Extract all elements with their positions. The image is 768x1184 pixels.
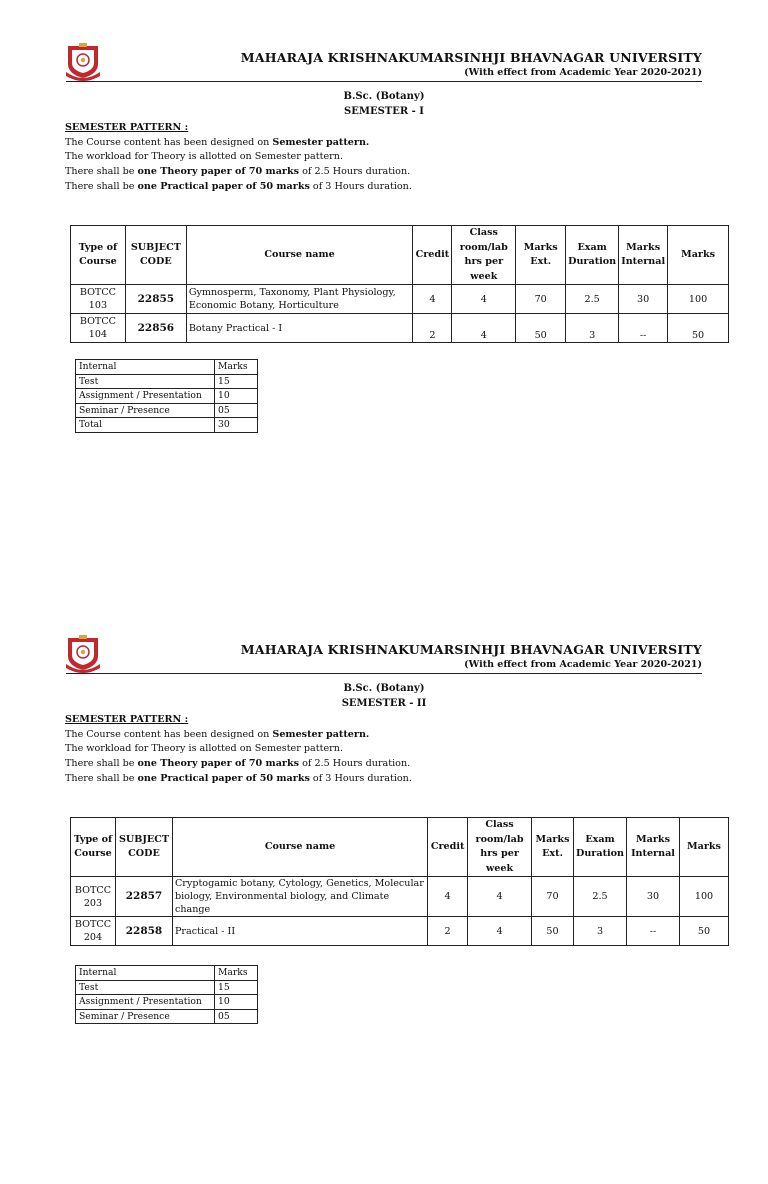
header-divider (66, 81, 702, 82)
course-table (70, 225, 729, 343)
university-seal-icon (64, 42, 102, 82)
pattern-bold-text: one Practical paper of 50 marks (137, 772, 310, 784)
table-row (71, 877, 729, 917)
table-row (76, 418, 258, 433)
header-marks-ext: Marks Ext. (532, 818, 574, 877)
internal-item: Assignment / Presentation (76, 389, 215, 404)
pattern-line (65, 757, 412, 772)
cell-code: 22858 (115, 917, 172, 946)
cell-credit: 4 (413, 285, 452, 314)
table-row (76, 403, 258, 418)
internal-value: 15 (215, 374, 258, 389)
internal-marks-table (75, 965, 258, 1024)
internal-value: 30 (215, 418, 258, 433)
header-marks-internal: Marks Internal (619, 226, 668, 285)
table-header-row (71, 818, 729, 877)
header-marks: Marks (680, 818, 729, 877)
cell-marks-ext: 70 (532, 877, 574, 917)
pattern-text: of 2.5 Hours duration. (299, 166, 411, 178)
pattern-bold-text: Semester pattern. (272, 728, 370, 740)
pattern-text: The Course content has been designed on (65, 728, 273, 740)
marks-header: Marks (215, 360, 258, 375)
pattern-bold-text: one Theory paper of 70 marks (137, 758, 300, 770)
header-hours: Class room/lab hrs per week (468, 818, 532, 877)
internal-value: 10 (215, 995, 258, 1010)
cell-marks-internal: -- (627, 917, 680, 946)
table-row (76, 980, 258, 995)
effective-year: (With effect from Academic Year 2020-2021) (464, 67, 702, 78)
pattern-text: of 3 Hours duration. (309, 772, 412, 784)
university-seal-icon (64, 634, 102, 674)
table-row (76, 1009, 258, 1024)
table-row (76, 966, 258, 981)
table-row (71, 917, 729, 946)
course-table (70, 817, 729, 946)
header-course-name: Course name (172, 818, 427, 877)
cell-exam-duration: 3 (566, 314, 619, 343)
cell-type: BOTCC 203 (71, 877, 116, 917)
pattern-heading: SEMESTER PATTERN : (65, 122, 189, 133)
cell-type: BOTCC 104 (71, 314, 126, 343)
program-title: B.Sc. (Botany) (343, 91, 425, 102)
cell-marks: 100 (668, 285, 729, 314)
program-title: B.Sc. (Botany) (343, 683, 425, 694)
semester-pattern-section (65, 713, 412, 787)
internal-header: Internal (76, 966, 215, 981)
cell-course-name: Practical - II (172, 917, 427, 946)
internal-item: Test (76, 980, 215, 995)
pattern-line (65, 772, 412, 787)
pattern-line: The workload for Theory is allotted on Semester pattern. (65, 151, 343, 163)
cell-marks-internal: -- (619, 314, 668, 343)
cell-marks-ext: 50 (516, 314, 566, 343)
cell-marks-ext: 70 (516, 285, 566, 314)
cell-hours: 4 (452, 314, 516, 343)
internal-header: Internal (76, 360, 215, 375)
cell-type: BOTCC 204 (71, 917, 116, 946)
header-marks: Marks (668, 226, 729, 285)
pattern-text: of 3 Hours duration. (309, 180, 412, 192)
cell-course-name: Cryptogamic botany, Cytology, Genetics, Molecular biology, Environmental biology, and Climate change (172, 877, 427, 917)
pattern-line (65, 728, 412, 743)
cell-course-name: Gymnosperm, Taxonomy, Plant Physiology, Economic Botany, Horticulture (186, 285, 413, 314)
table-row (76, 389, 258, 404)
table-row (71, 285, 729, 314)
cell-marks-internal: 30 (619, 285, 668, 314)
semester-pattern-section (65, 121, 412, 195)
internal-item: Assignment / Presentation (76, 995, 215, 1010)
internal-value: 05 (215, 1009, 258, 1024)
internal-marks-table (75, 359, 258, 433)
pattern-text: There shall be (65, 180, 138, 192)
header-credit: Credit (413, 226, 452, 285)
document-page-2 (0, 592, 768, 1184)
cell-code: 22856 (125, 314, 186, 343)
internal-item: Seminar / Presence (76, 403, 215, 418)
cell-code: 22855 (125, 285, 186, 314)
effective-year: (With effect from Academic Year 2020-2021) (464, 659, 702, 670)
cell-hours: 4 (452, 285, 516, 314)
internal-item: Total (76, 418, 215, 433)
table-header-row (71, 226, 729, 285)
cell-code: 22857 (115, 877, 172, 917)
cell-exam-duration: 2.5 (566, 285, 619, 314)
header-type: Type of Course (71, 818, 116, 877)
pattern-heading: SEMESTER PATTERN : (65, 714, 189, 725)
table-row (71, 314, 729, 343)
semester-title: SEMESTER - II (341, 698, 427, 709)
table-row (76, 995, 258, 1010)
internal-value: 05 (215, 403, 258, 418)
header-exam-duration: Exam Duration (566, 226, 619, 285)
pattern-line (65, 136, 412, 151)
cell-marks: 50 (668, 314, 729, 343)
internal-item: Test (76, 374, 215, 389)
cell-course-name: Botany Practical - I (186, 314, 413, 343)
pattern-text: of 2.5 Hours duration. (299, 758, 411, 770)
cell-exam-duration: 2.5 (574, 877, 627, 917)
table-row (76, 374, 258, 389)
cell-type: BOTCC 103 (71, 285, 126, 314)
internal-item: Seminar / Presence (76, 1009, 215, 1024)
cell-marks: 50 (680, 917, 729, 946)
cell-credit: 2 (413, 314, 452, 343)
cell-hours: 4 (468, 877, 532, 917)
university-name: MAHARAJA KRISHNAKUMARSINHJI BHAVNAGAR UNIVERSITY (240, 50, 702, 65)
internal-value: 15 (215, 980, 258, 995)
cell-marks-ext: 50 (532, 917, 574, 946)
cell-marks-internal: 30 (627, 877, 680, 917)
pattern-text: There shall be (65, 772, 138, 784)
cell-hours: 4 (468, 917, 532, 946)
header-hours: Class room/lab hrs per week (452, 226, 516, 285)
university-name: MAHARAJA KRISHNAKUMARSINHJI BHAVNAGAR UNIVERSITY (240, 642, 702, 657)
internal-value: 10 (215, 389, 258, 404)
header-course-name: Course name (186, 226, 413, 285)
pattern-line (65, 165, 412, 180)
pattern-text: There shall be (65, 166, 138, 178)
header-marks-internal: Marks Internal (627, 818, 680, 877)
header-code: SUBJECT CODE (125, 226, 186, 285)
header-divider (66, 673, 702, 674)
pattern-text: There shall be (65, 758, 138, 770)
pattern-line: The workload for Theory is allotted on Semester pattern. (65, 743, 343, 755)
pattern-bold-text: one Practical paper of 50 marks (137, 180, 310, 192)
header-credit: Credit (428, 818, 468, 877)
table-row (76, 360, 258, 375)
header-type: Type of Course (71, 226, 126, 285)
pattern-line (65, 180, 412, 195)
marks-header: Marks (215, 966, 258, 981)
pattern-bold-text: Semester pattern. (272, 136, 370, 148)
header-code: SUBJECT CODE (115, 818, 172, 877)
pattern-bold-text: one Theory paper of 70 marks (137, 166, 300, 178)
cell-marks: 100 (680, 877, 729, 917)
header-marks-ext: Marks Ext. (516, 226, 566, 285)
cell-credit: 4 (428, 877, 468, 917)
header-exam-duration: Exam Duration (574, 818, 627, 877)
semester-title: SEMESTER - I (344, 106, 424, 117)
pattern-text: The Course content has been designed on (65, 136, 273, 148)
cell-credit: 2 (428, 917, 468, 946)
cell-exam-duration: 3 (574, 917, 627, 946)
